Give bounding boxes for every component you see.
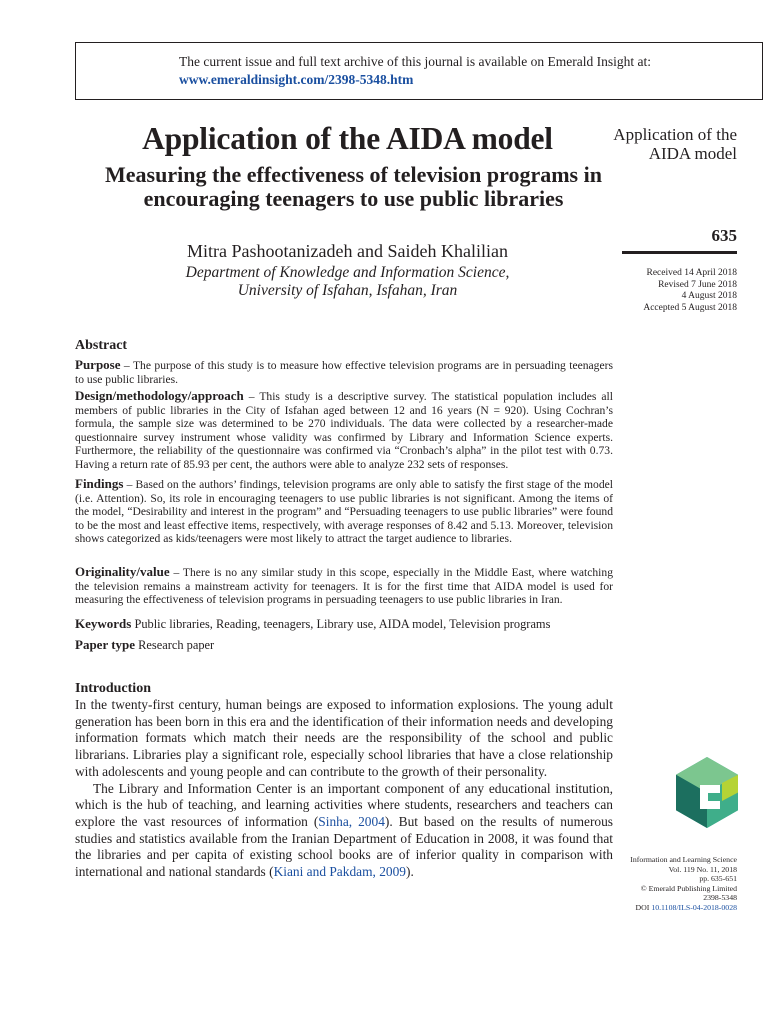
submission-dates xyxy=(600,268,737,314)
journal-info xyxy=(600,855,737,913)
emerald-logo-icon xyxy=(676,757,738,828)
journal-doi xyxy=(600,903,737,913)
intro-paragraph-2 xyxy=(75,781,613,881)
intro-p2-text-a: The Library and Information Center is an important component of any educational institution, which is the hub of teaching, and learning activities where students, researchers and teachers can explore the vast resources of information ( xyxy=(75,780,613,829)
citation-sinha-2004[interactable]: Sinha, 2004 xyxy=(318,813,385,829)
citation-kiani-pakdam-2009[interactable]: Kiani and Pakdam, 2009 xyxy=(273,864,406,880)
paper-type xyxy=(75,637,635,653)
intro-p2-text-c: ). xyxy=(405,864,414,880)
abstract-design xyxy=(75,389,613,472)
introduction-body xyxy=(75,697,613,881)
intro-p2-text-b: ). But based on the results of numerous studies and statistics available from the Iranian Department of Education in 2008, it was found that the libraries and per capita of existing school books are of inferior quality in comparison with international and national standards ( xyxy=(75,813,614,880)
originality-text: – There is no any similar study in this scope, especially in the Middle East, where watching the television remains a mainstream activity for teenagers. It is for the first time that AIDA model is used for measuring the effectiveness of television programs in persuading teenagers to use public libraries in Iran. xyxy=(75,566,613,607)
findings-text: – Based on the authors’ findings, television programs are only able to satisfy the first stage of the model (i.e. Attention). So, its role in encouraging teenagers to use public libraries is not significant. Among the items of the model, “Desirability and interest in the program” and “Persuading teenagers to use public libraries” were found to be the most and least effective items, respectively, with average responses of 8.42 and 5.13. Moreover, television shows categorized as kids/teenagers were most likely to attract the target audience to libraries. xyxy=(75,478,613,546)
journal-url-link[interactable]: www.emeraldinsight.com/2398-5348.htm xyxy=(179,72,414,87)
affiliation-line-2: University of Isfahan, Isfahan, Iran xyxy=(237,282,458,299)
purpose-text: – The purpose of this study is to measure how effective television programs are in persuading teenagers to use public libraries. xyxy=(75,359,613,386)
date-revised-2: 4 August 2018 xyxy=(681,291,737,301)
keywords-text: Public libraries, Reading, teenagers, Library use, AIDA model, Television programs xyxy=(131,617,551,631)
date-accepted: Accepted 5 August 2018 xyxy=(643,302,737,313)
design-text: – This study is a descriptive survey. The statistical population includes all members of public libraries in the City of Isfahan aged between 12 and 16 years (N = 920). Using Cochran’s formula, the sample size was determined to be 270 individuals. The data were collected by a researcher-made questionnaire survey instrument whose validity was confirmed by Library and Information Science experts. Furthermore, the reliability of the questionnaire was confirmed via “Cronbach’s alpha” in the pilot test with 0.73. Having a return rate of 85.93 per cent, the authors were able to analyze 232 sets of responses. xyxy=(75,390,613,471)
margin-rule xyxy=(622,251,737,254)
originality-label: Originality/value xyxy=(75,564,170,579)
paper-type-label: Paper type xyxy=(75,637,136,652)
design-label: Design/methodology/approach xyxy=(75,388,244,403)
author-affiliation xyxy=(75,264,620,300)
findings-label: Findings xyxy=(75,476,124,491)
keywords xyxy=(75,616,635,632)
archive-notice-text: The current issue and full text archive of this journal is available on Emerald Insight at: xyxy=(179,54,651,69)
doi-link[interactable]: 10.1108/ILS-04-2018-0028 xyxy=(651,902,737,912)
date-received: Received 14 April 2018 xyxy=(646,268,737,278)
page-number: 635 xyxy=(711,226,737,245)
date-revised: Revised 7 June 2018 xyxy=(658,279,737,290)
running-title: Application of the AIDA model xyxy=(613,125,737,163)
journal-volume: Vol. 119 No. 11, 2018 xyxy=(668,864,737,874)
article-subtitle: Measuring the effectiveness of television programs in encouraging teenagers to use public libraries xyxy=(105,162,602,211)
purpose-label: Purpose xyxy=(75,357,121,372)
journal-publisher: © Emerald Publishing Limited xyxy=(640,883,737,893)
abstract-findings xyxy=(75,477,613,546)
paper-type-text: Research paper xyxy=(135,638,215,652)
abstract-heading: Abstract xyxy=(75,338,128,353)
keywords-label: Keywords xyxy=(75,616,132,631)
affiliation-line-1: Department of Knowledge and Information Science, xyxy=(185,264,510,281)
doi-label: DOI xyxy=(635,902,650,912)
archive-notice-box xyxy=(75,42,763,100)
introduction-heading: Introduction xyxy=(75,681,151,696)
abstract-originality xyxy=(75,565,613,607)
journal-pages: pp. 635-651 xyxy=(699,874,737,884)
intro-paragraph-1: In the twenty-first century, human beings are exposed to information explosions. The young adult generation has been born in this era and the identification of their information needs and developing information formats which match their needs are the responsibility of the school and public librarians. Libraries play a significant role, especially school libraries that have a close relationship with adolescents and young people and can contribute to the growth of their personality. xyxy=(75,697,613,779)
article-authors: Mitra Pashootanizadeh and Saideh Khalilian xyxy=(187,241,508,261)
abstract-purpose xyxy=(75,358,613,386)
article-title: Application of the AIDA model xyxy=(142,121,553,156)
journal-issn: 2398-5348 xyxy=(703,893,737,903)
journal-name: Information and Learning Science xyxy=(630,855,737,864)
